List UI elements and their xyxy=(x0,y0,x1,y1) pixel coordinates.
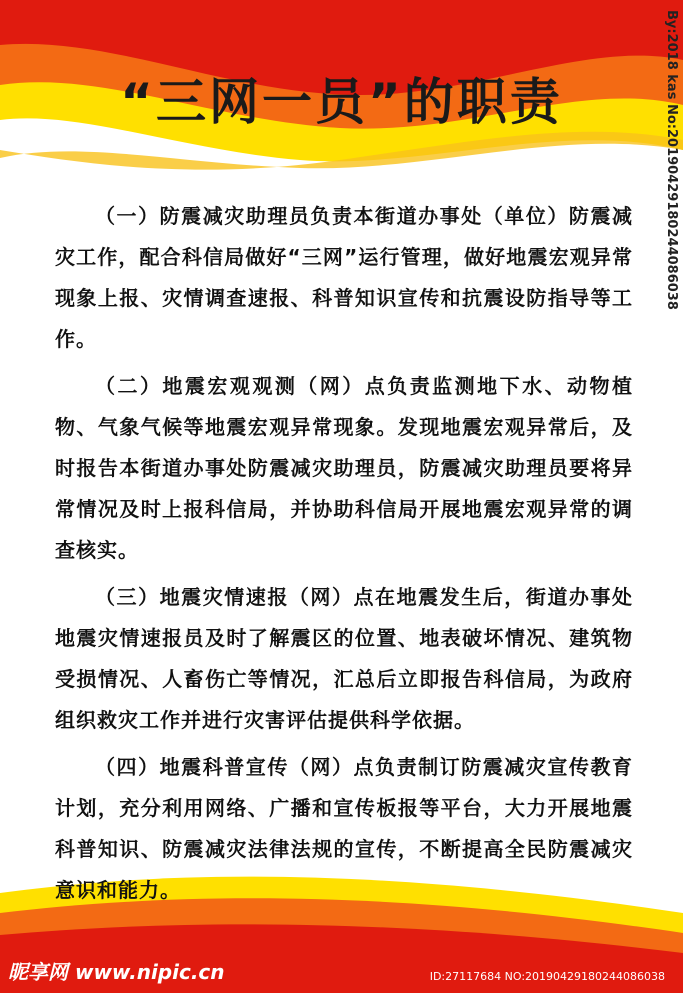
footer-id-watermark: ID:27117684 NO:20190429180244086038 xyxy=(429,970,665,983)
duty-paragraph-3: （三）地震灾情速报（网）点在地震发生后，街道办事处地震灾情速报员及时了解震区的位置、地表破坏情况、建筑物受损情况、人畜伤亡等情况，汇总后立即报告科信局，为政府组织救灾工作并进行灾害评估提供科学依据。 xyxy=(55,585,633,732)
page-title: “三网一员”的职责 xyxy=(120,73,563,131)
duties-content xyxy=(55,196,633,917)
footer-logo-watermark: 昵享网 www.nipic.cn xyxy=(8,960,225,984)
duty-paragraph-1: （一）防震减灾助理员负责本街道办事处（单位）防震减灾工作，配合科信局做好“三网”运行管理，做好地震宏观异常现象上报、灾情调查速报、科普知识宣传和抗震设防指导等工作。 xyxy=(55,204,633,351)
duty-paragraph-2: （二）地震宏观观测（网）点负责监测地下水、动物植物、气象气候等地震宏观异常现象。发现地震宏观异常后，及时报告本街道办事处防震减灾助理员，防震减灾助理员要将异常情况及时上报科信局，并协助科信局开展地震宏观异常的调查核实。 xyxy=(55,374,633,562)
duty-paragraph-4: （四）地震科普宣传（网）点负责制订防震减灾宣传教育计划，充分利用网络、广播和宣传板报等平台，大力开展地震科普知识、防震减灾法律法规的宣传，不断提高全民防震减灾意识和能力。 xyxy=(55,755,633,902)
side-watermark-bottom: www.nipic.com xyxy=(662,760,677,871)
side-watermark-top: By:2018 kas No:20190429180244086038 xyxy=(664,10,679,310)
